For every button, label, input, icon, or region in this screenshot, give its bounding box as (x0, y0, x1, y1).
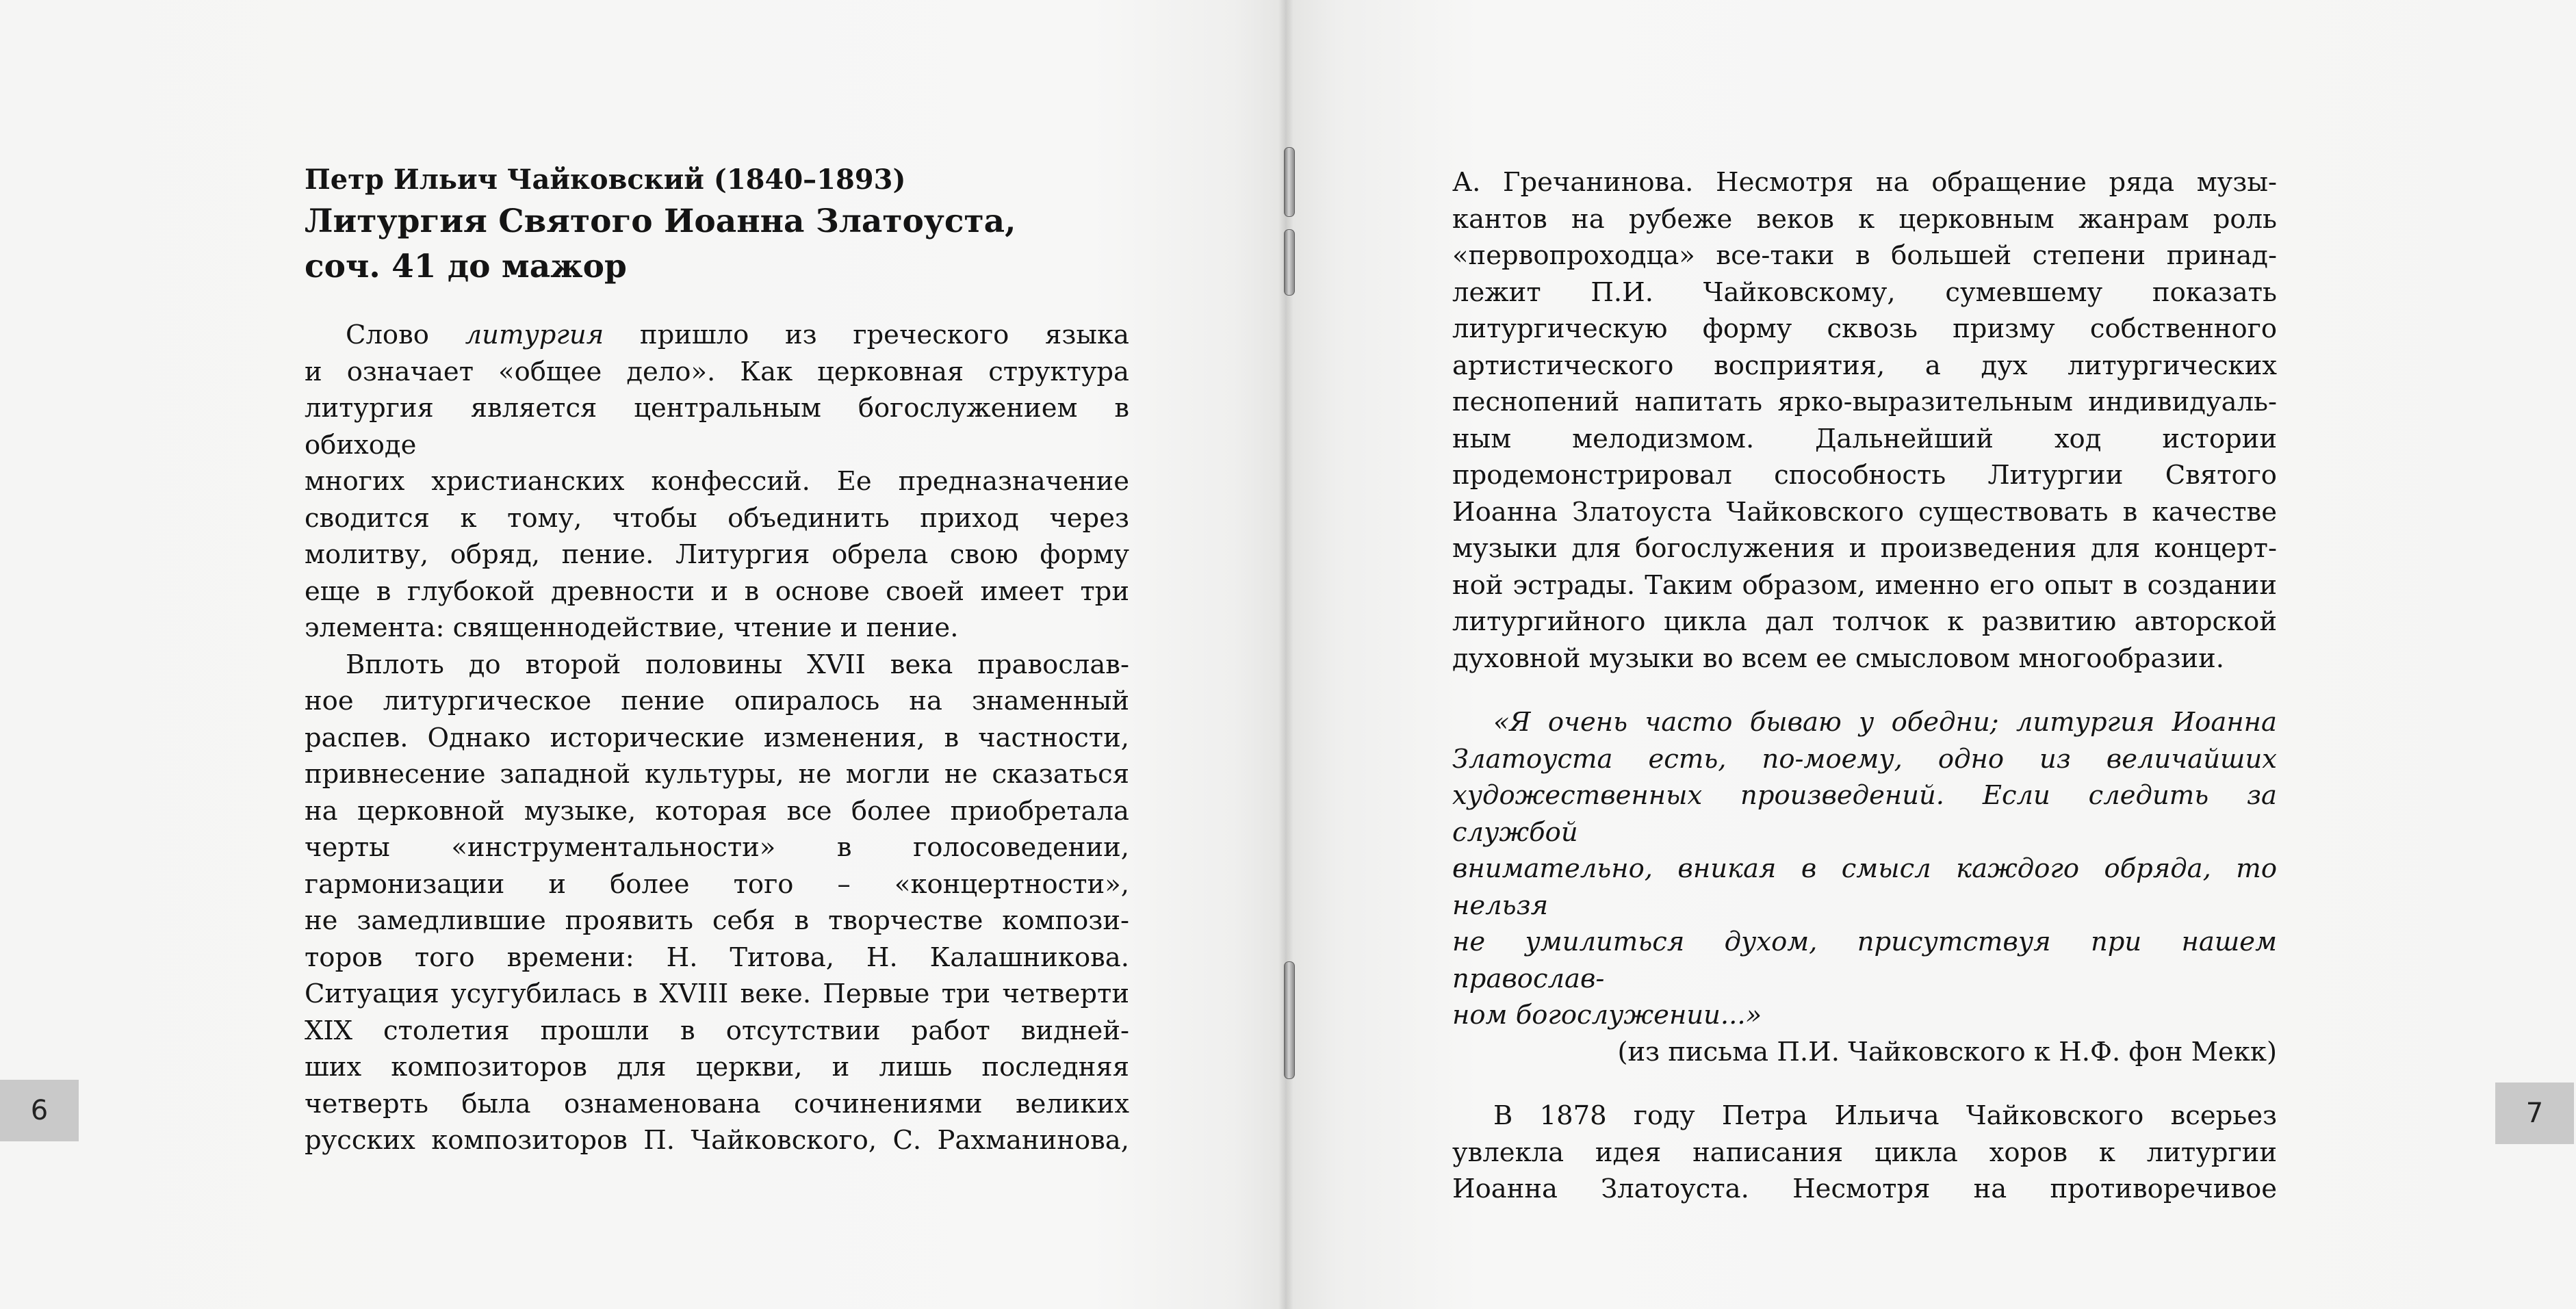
left-text-column (305, 161, 1129, 1159)
text-line: продемонстрировал способность Литургии Святого (1452, 460, 2277, 491)
text-line: на церковной музыке, которая все более приобретала (305, 795, 1129, 827)
text-line: четверть была ознаменована сочинениями великих (305, 1088, 1129, 1119)
quote-line: внимательно, вникая в смысл каждого обряда, то нельзя (1452, 853, 2277, 921)
text-line: привнесение западной культуры, не могли не сказаться (305, 759, 1129, 790)
page-number-right: 7 (2495, 1083, 2574, 1144)
text-line: ное литургическое пение опиралось на знаменный (305, 686, 1129, 716)
text-line: В 1878 году Петра Ильича Чайковского всерьез (1493, 1100, 2277, 1131)
text-line: распев. Однако исторические изменения, в частности, (305, 722, 1129, 753)
text-line: не замедлившие проявить себя в творчестве компози- (305, 905, 1129, 936)
text-line: песнопений напитать ярко-выразительным индивидуаль- (1452, 387, 2277, 417)
text-line: «первопроходца» все-таки в большей степени принад- (1452, 240, 2277, 271)
paragraph-tchaikovsky-role (1452, 164, 2277, 677)
staple (1284, 147, 1295, 217)
work-title-line-2: соч. 41 до мажор (305, 248, 627, 285)
paragraph-liturgy-definition (305, 317, 1129, 647)
text-line: ной эстрады. Таким образом, именно его опыт в создании (1452, 569, 2277, 601)
text-line: еще в глубокой древности и в основе своей имеет три (305, 575, 1129, 607)
text-line: гармонизации и более того – «концертности», (305, 868, 1129, 900)
text-line: многих христианских конфессий. Ее предназначение (305, 466, 1129, 497)
text-line: литургия является центральным богослужением в обиходе (305, 393, 1129, 461)
right-text-column (1452, 164, 2277, 1208)
text-line: сводится к тому, чтобы объединить приход через (305, 502, 1129, 534)
page-number-left: 6 (0, 1080, 79, 1141)
text-line: литургийного цикла дал толчок к развитию авторской (1452, 606, 2277, 637)
paragraph-1878 (1452, 1098, 2277, 1208)
text-line: XIX столетия прошли в отсутствии работ видней- (305, 1015, 1129, 1046)
text-line: и означает «общее дело». Как церковная структура (305, 356, 1129, 387)
text-line: черты «инструментальности» в голосоведении, (305, 832, 1129, 863)
text-line: артистического восприятия, а дух литургических (1452, 350, 2277, 381)
composer-heading: Петр Ильич Чайковский (1840–1893) (305, 164, 906, 196)
quote-line: не умилиться духом, присутствуя при нашем православ- (1452, 926, 2277, 994)
quote-source-line: (из письма П.И. Чайковского к Н.Ф. фон Мекк) (1617, 1036, 2277, 1067)
text-line: лежит П.И. Чайковскому, сумевшему показать (1452, 276, 2277, 308)
text-line: литургическую форму сквозь призму собственного (1452, 313, 2277, 344)
text-line: молитву, обряд, пение. Литургия обрела свою форму (305, 539, 1129, 570)
text-line: духовной музыки во всем ее смысловом многообразии. (1452, 643, 2225, 674)
text-line: ших композиторов для церкви, и лишь последняя (305, 1052, 1129, 1083)
quote-line: «Я очень часто бываю у обедни; литургия Иоанна (1493, 707, 2277, 738)
work-title-line-1: Литургия Святого Иоанна Златоуста, (305, 203, 1016, 240)
text-line: кантов на рубеже веков к церковным жанрам роль (1452, 203, 2277, 235)
quote-source (1452, 1034, 2277, 1071)
text-line: А. Гречанинова. Несмотря на обращение ряда музы- (1452, 167, 2277, 198)
paragraph-history (305, 647, 1129, 1159)
text-line: Ситуация усугубилась в XVIII веке. Первые три четверти (305, 978, 1129, 1009)
text-line: увлекла идея написания цикла хоров к литургии (1452, 1137, 2277, 1168)
staple (1284, 961, 1295, 1079)
text-line: ным мелодизмом. Дальнейший ход истории (1452, 423, 2277, 454)
text-line: элемента: священнодействие, чтение и пение. (305, 612, 959, 643)
tchaikovsky-quote (1452, 704, 2277, 1034)
emphasized-term: литургия (465, 320, 604, 350)
text-line: музыки для богослужения и произведения для концерт- (1452, 533, 2277, 564)
staple (1284, 229, 1295, 296)
text-line: Иоанна Златоуста Чайковского существовать в качестве (1452, 496, 2277, 528)
text-line: Слово литургия пришло из греческого языка (346, 320, 1129, 350)
text-line: Иоанна Златоуста. Несмотря на противоречивое (1452, 1174, 2277, 1204)
text-line: русских композиторов П. Чайковского, С. Рахманинова, (305, 1125, 1129, 1156)
text-line: торов того времени: Н. Титова, Н. Калашникова. (305, 942, 1129, 973)
text-line: Вплоть до второй половины XVII века православ- (346, 649, 1129, 680)
quote-line: Златоуста есть, по-моему, одно из величайших (1452, 743, 2277, 775)
quote-line: художественных произведений. Если следить за службой (1452, 780, 2277, 848)
quote-line: ном богослужении...» (1452, 1000, 1762, 1031)
